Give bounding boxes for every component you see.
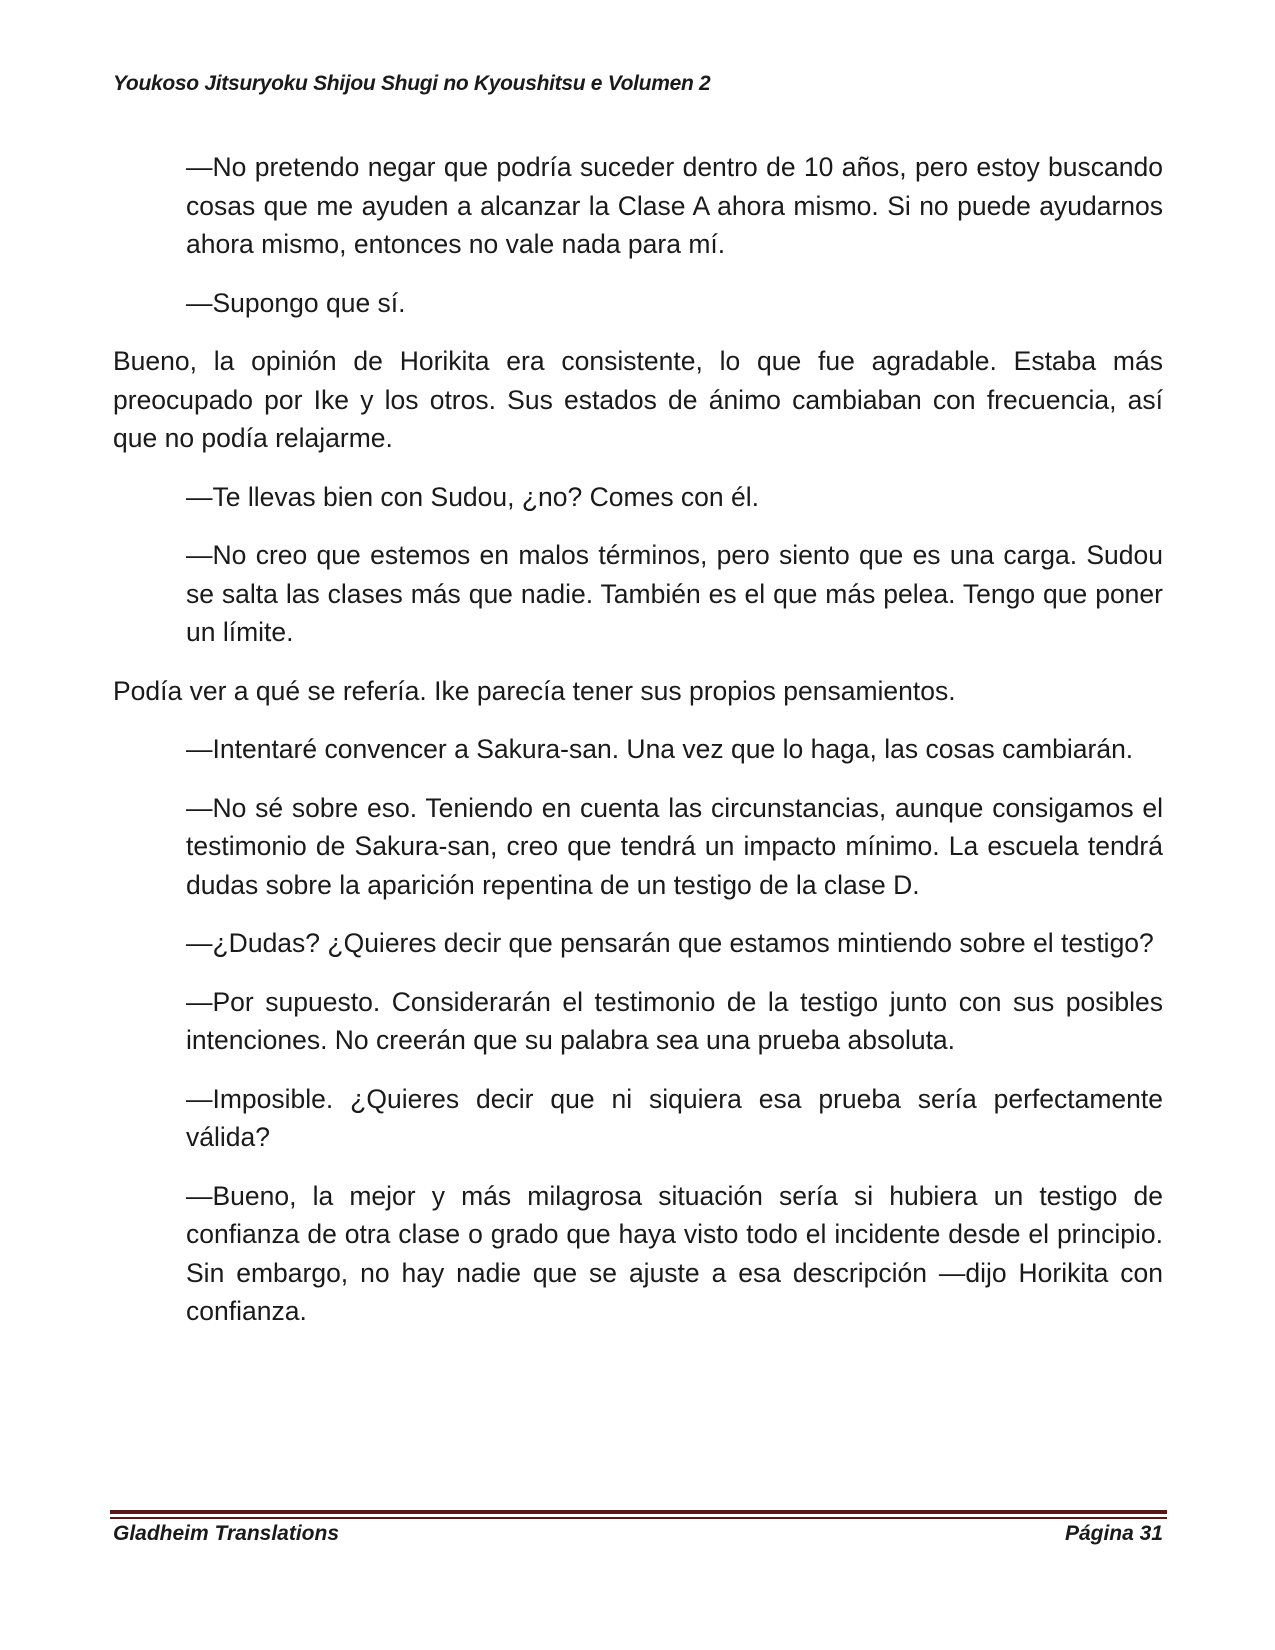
paragraph-dialog: —No pretendo negar que podría suceder dentro de 10 años, pero estoy buscando cosas que me ayuden a alcanzar la Clase A ahora mismo. Si no puede ayudarnos ahora mismo, entonces no vale nada para mí. bbox=[186, 152, 1163, 259]
page-header-title: Youkoso Jitsuryoku Shijou Shugi no Kyoushitsu e Volumen 2 bbox=[113, 72, 711, 95]
footer-divider-thin bbox=[110, 1517, 1167, 1519]
footer-credit: Gladheim Translations bbox=[113, 1522, 340, 1545]
page-number: Página 31 bbox=[1064, 1522, 1163, 1545]
paragraph-dialog: —Te llevas bien con Sudou, ¿no? Comes con él. bbox=[186, 481, 760, 512]
page-body bbox=[113, 148, 1163, 1331]
paragraph-dialog: —Bueno, la mejor y más milagrosa situación sería si hubiera un testigo de confianza de otra clase o grado que haya visto todo el incidente desde el principio. Sin embargo, no hay nadie que se ajuste a esa descripción —dijo Horikita con confianza. bbox=[186, 1180, 1163, 1326]
paragraph-dialog: —¿Dudas? ¿Quieres decir que pensarán que estamos mintiendo sobre el testigo? bbox=[186, 928, 1154, 958]
paragraph-dialog: —No sé sobre eso. Teniendo en cuenta las circunstancias, aunque consigamos el testimonio de Sakura-san, creo que tendrá un impacto mínimo. La escuela tendrá dudas sobre la aparición repentina de un testigo de la clase D. bbox=[186, 792, 1163, 900]
paragraph-dialog: —Intentaré convencer a Sakura-san. Una vez que lo haga, las cosas cambiarán. bbox=[186, 734, 1134, 764]
paragraph-dialog: —No creo que estemos en malos términos, pero siento que es una carga. Sudou se salta las clases más que nadie. También es el que más pelea. Tengo que poner un límite. bbox=[186, 540, 1163, 647]
paragraph-dialog: —Supongo que sí. bbox=[186, 287, 406, 318]
footer-divider bbox=[110, 1510, 1167, 1514]
paragraph-dialog: —Por supuesto. Considerarán el testimonio de la testigo junto con sus posibles intenciones. No creerán que su palabra sea una prueba absoluta. bbox=[186, 986, 1163, 1055]
paragraph-dialog: —Imposible. ¿Quieres decir que ni siquiera esa prueba sería perfectamente válida? bbox=[186, 1083, 1163, 1152]
paragraph-narration: Bueno, la opinión de Horikita era consistente, lo que fue agradable. Estaba más preocupado por Ike y los otros. Sus estados de ánimo cambiaban con frecuencia, así que no podía relajarme. bbox=[113, 346, 1163, 453]
paragraph-narration: Podía ver a qué se refería. Ike parecía tener sus propios pensamientos. bbox=[113, 675, 956, 706]
